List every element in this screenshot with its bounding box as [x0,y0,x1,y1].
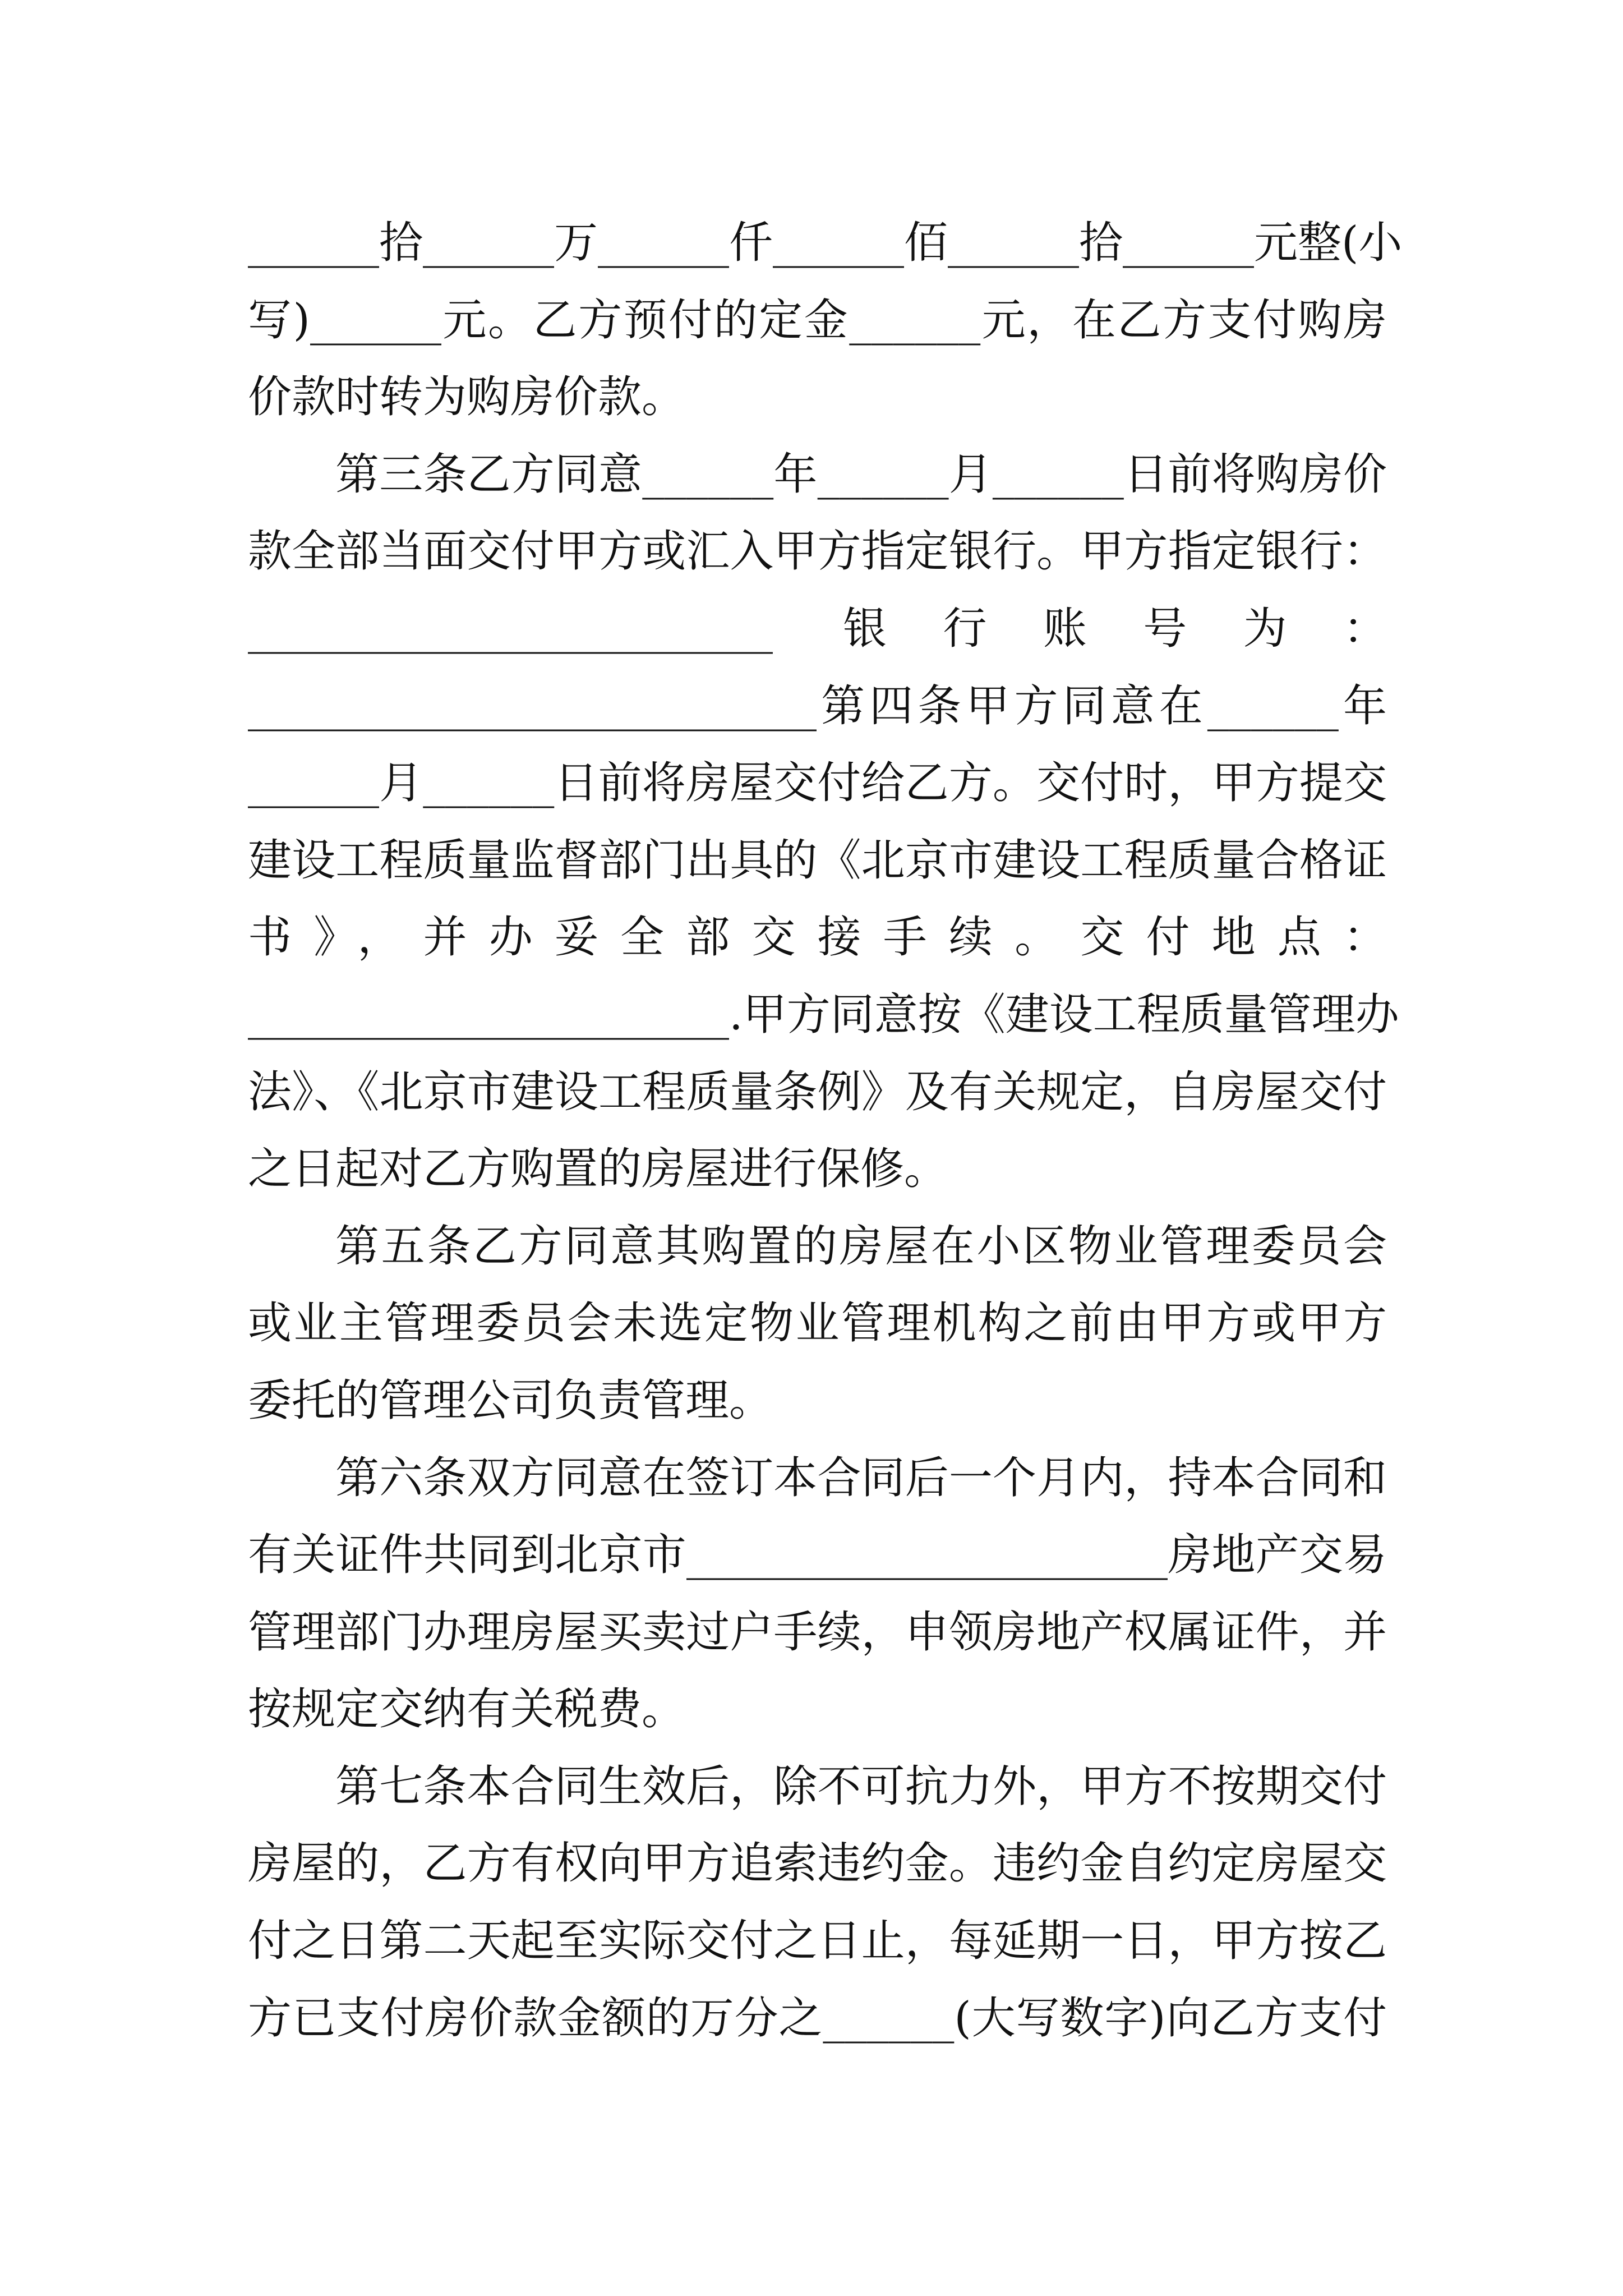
clause-4-start: __________________________第四条甲方同意在______年 [248,680,1387,731]
text-line: 款全部当面交付甲方或汇入甲方指定银行。甲方指定银行： [248,526,1387,577]
text-line: 价款时转为购房价款。 [248,372,686,423]
text-line: 写)______元。乙方预付的定金______元，在乙方支付购房 [248,295,1387,346]
text-line: ________________________ 银行账号为： [248,603,1387,654]
text-line: 或业主管理委员会未选定物业管理机构之前由甲方或甲方 [248,1298,1387,1349]
clause-3-start: 第三条乙方同意______年______月______日前将购房价 [335,449,1387,500]
text-line: 按规定交纳有关税费。 [248,1684,686,1735]
text-line: 房屋的，乙方有权向甲方追索违约金。违约金自约定房屋交 [248,1838,1387,1889]
clause-7-start: 第七条本合同生效后，除不可抗力外，甲方不按期交付 [335,1761,1387,1812]
document-page [248,205,1403,2057]
text-line: 方已支付房价款金额的万分之______(大写数字)向乙方支付 [248,1993,1387,2044]
text-line: 管理部门办理房屋买卖过户手续，申领房地产权属证件，并 [248,1607,1387,1658]
text-line: 付之日第二天起至实际交付之日止，每延期一日，甲方按乙 [248,1916,1387,1967]
text-line: 委托的管理公司负责管理。 [248,1375,773,1426]
text-line: 书》，并办妥全部交接手续。交付地点： [248,912,1387,963]
clause-5-start: 第五条乙方同意其购置的房屋在小区物业管理委员会 [335,1221,1387,1272]
text-line: ______月______日前将房屋交付给乙方。交付时，甲方提交 [248,758,1387,809]
text-line: ______拾______万______仟______佰______拾______元整(小 [248,218,1403,268]
text-line: 之日起对乙方购置的房屋进行保修。 [248,1144,948,1195]
text-line: 建设工程质量监督部门出具的《北京市建设工程质量合格证 [248,835,1387,886]
text-line: 法》、《北京市建设工程质量条例》及有关规定，自房屋交付 [248,1066,1387,1117]
text-line: ______________________.甲方同意按《建设工程质量管理办 [248,989,1399,1040]
clause-6-start: 第六条双方同意在签订本合同后一个月内，持本合同和 [335,1452,1387,1503]
text-line: 有关证件共同到北京市______________________房地产交易 [248,1530,1387,1581]
